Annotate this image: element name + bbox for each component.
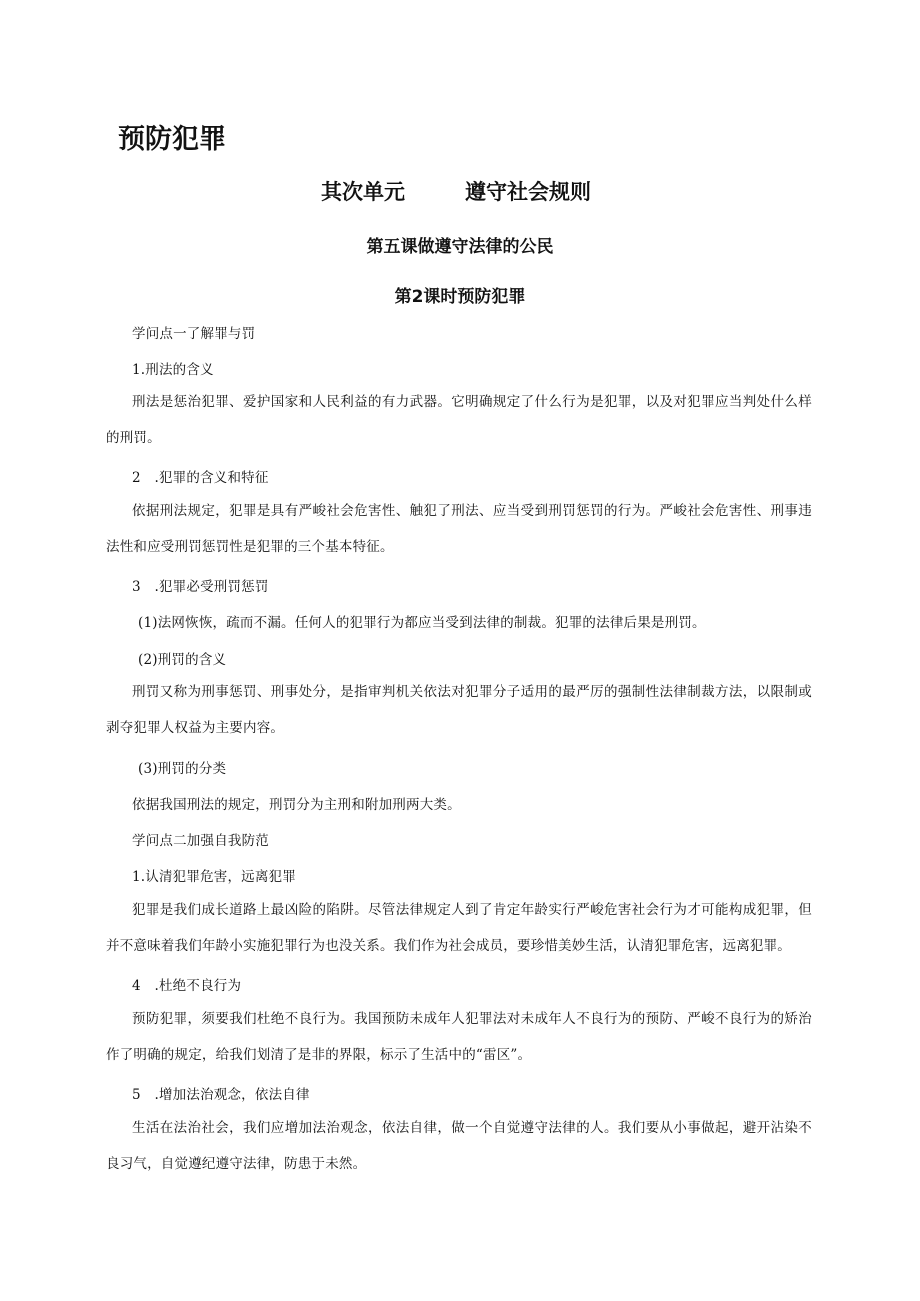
paragraph: 预防犯罪，须要我们杜绝不良行为。我国预防未成年人犯罪法对未成年人不良行为的预防、严峻不良行为的矫治作了明确的规定，给我们划清了是非的界限，标示了生活中的“雷区”。 xyxy=(106,1011,812,1063)
item-title: 5 .增加法治观念，依法自律 xyxy=(132,1087,310,1103)
unit-label: 其次单元 xyxy=(321,180,405,204)
document-title: 预防犯罪 xyxy=(118,124,226,155)
sub-item-title: (3)刑罚的分类 xyxy=(138,761,227,777)
paragraph: 依据刑法规定，犯罪是具有严峻社会危害性、触犯了刑法、应当受到刑罚惩罚的行为。严峻社会危害性、刑事违法性和应受刑罚惩罚性是犯罪的三个基本特征。 xyxy=(106,503,812,555)
paragraph: 犯罪是我们成长道路上最凶险的陷阱。尽管法律规定人到了肯定年龄实行严峻危害社会行为才可能构成犯罪，但并不意味着我们年龄小实施犯罪行为也没关系。我们作为社会成员，要珍惜美妙生活，认清犯罪危害，远离犯罪。 xyxy=(106,902,812,954)
item-title: 2 .犯罪的含义和特征 xyxy=(132,470,269,486)
paragraph: 刑罚又称为刑事惩罚、刑事处分，是指审判机关依法对犯罪分子适用的最严厉的强制性法律制裁方法，以限制或剥夺犯罪人权益为主要内容。 xyxy=(106,684,812,736)
sub-item: (1)法网恢恢，疏而不漏。任何人的犯罪行为都应当受到法律的制裁。犯罪的法律后果是刑罚。 xyxy=(138,615,706,631)
item-title: 4 .杜绝不良行为 xyxy=(132,978,242,994)
unit-name: 遵守社会规则 xyxy=(465,180,591,204)
item-title: 1.刑法的含义 xyxy=(132,362,214,378)
lesson-title: 第五课做遵守法律的公民 xyxy=(366,237,554,257)
paragraph: 生活在法治社会，我们应增加法治观念，依法自律，做一个自觉遵守法律的人。我们要从小事做起，避开沾染不良习气，自觉遵纪遵守法律，防患于未然。 xyxy=(106,1120,812,1172)
period-title: 第2课时预防犯罪 xyxy=(394,287,526,307)
paragraph: 刑法是惩治犯罪、爱护国家和人民利益的有力武器。它明确规定了什么行为是犯罪，以及对犯罪应当判处什么样的刑罚。 xyxy=(106,394,812,446)
item-title: 3 .犯罪必受刑罚惩罚 xyxy=(132,579,269,595)
section-heading-2: 学问点二加强自我防范 xyxy=(132,833,269,849)
sub-item-title: (2)刑罚的含义 xyxy=(138,652,227,668)
section-heading-1: 学问点一了解罪与罚 xyxy=(132,326,256,342)
paragraph: 依据我国刑法的规定，刑罚分为主刑和附加刑两大类。 xyxy=(132,797,461,813)
item-title: 1.认清犯罪危害，远离犯罪 xyxy=(132,869,296,885)
